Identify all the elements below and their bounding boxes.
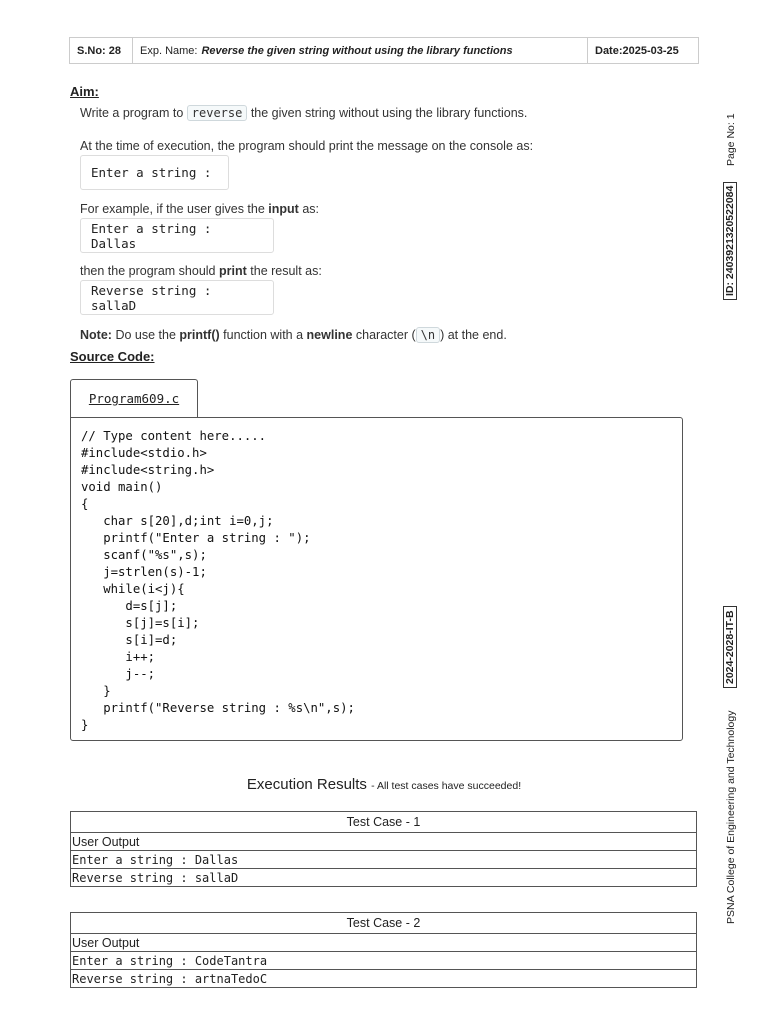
inline-code: \n [416,327,440,343]
note-text: function with a [223,328,304,342]
aim-bold-text: print [219,264,247,278]
aim-text: then the program should [80,264,216,278]
file-name: Program609.c [88,391,180,406]
test-case-title: Test Case - 1 [71,812,697,833]
inline-code: reverse [187,105,248,121]
test-case-table [70,811,697,887]
example-output-box: Reverse string : sallaD [80,280,274,315]
aim-heading: Aim: [70,84,99,99]
aim-line-2: At the time of execution, the program should print the message on the console as: [80,139,534,153]
example-input-box: Enter a string : Dallas [80,218,274,253]
aim-line-4 [80,264,322,278]
note-label: Note: [80,328,112,342]
college-name: PSNA College of Engineering and Technology [725,710,737,924]
user-output-label: User Output [71,833,697,851]
experiment-name-prefix: Exp. Name: [140,44,198,57]
aim-text: Write a program to [80,106,184,120]
note-text: character ( [355,328,416,342]
source-code-heading: Source Code: [70,349,155,364]
output-line: Enter a string : CodeTantra [71,952,697,970]
aim-line-3 [80,202,319,216]
batch-label: 2024-2028-IT-B [723,606,737,688]
output-line: Reverse string : sallaD [71,869,697,887]
note-bold-text: printf() [179,328,220,342]
source-code: // Type content here..... #include<stdio.h> #include<string.h> void main() { char s[20],d;int i=0,j; printf("Enter a string : "); scanf("%s",s); j=strlen(s)-1; while(i<j){ d=s[j]; s[j]=s[i]; s[i]=d; i++; j--; } printf("Reverse string : %s\n",s); } [81,429,355,732]
test-case-table [70,912,697,988]
user-output-label: User Output [71,934,697,952]
experiment-name-cell [133,38,588,63]
aim-text: the given string without using the library functions. [250,106,528,120]
note-text: ) at the end. [440,328,507,342]
console-prompt-box: Enter a string : [80,155,229,190]
code-block [70,417,683,741]
note-line [80,327,507,343]
aim-text: as: [302,202,320,216]
output-line: Reverse string : artnaTedoC [71,970,697,988]
experiment-header [69,37,699,64]
student-id: ID: 240392132052208​4 [723,182,737,300]
experiment-date: Date:2025-03-25 [595,44,679,57]
aim-text: For example, if the user gives the [80,202,265,216]
results-subtitle: - All test cases have succeeded! [371,780,522,792]
aim-bold-text: input [268,202,299,216]
results-title: Execution Results [246,776,367,793]
aim-text: the result as: [250,264,322,278]
note-bold-text: newline [306,328,353,342]
page-number: Page No: 1 [725,113,737,166]
experiment-name: Reverse the given string without using the library functions [201,44,513,57]
execution-results-heading [0,776,768,793]
test-case-title: Test Case - 2 [71,913,697,934]
aim-line-1 [80,105,527,121]
file-tab[interactable] [70,379,198,417]
serial-number: S.No: 28 [70,38,133,63]
output-line: Enter a string : Dallas [71,851,697,869]
note-text: Do use the [115,328,176,342]
